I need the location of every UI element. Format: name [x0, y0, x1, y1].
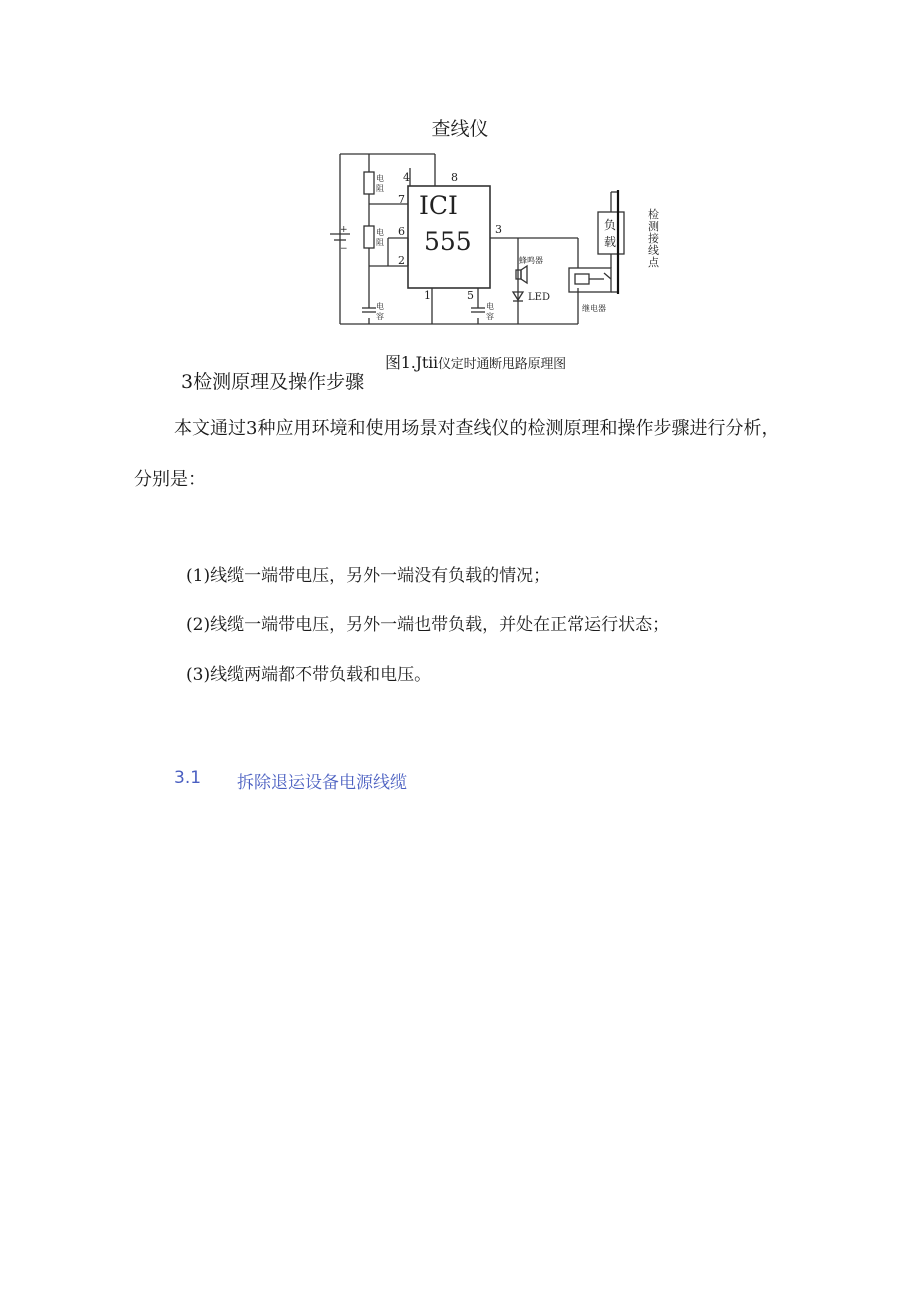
load-label-2: 载: [604, 235, 617, 249]
relay-label: 继电器: [582, 304, 606, 313]
caption-code: tii: [421, 353, 438, 372]
detect-label-5: 点: [648, 256, 659, 269]
resistor1-label-2: 阻: [376, 184, 384, 193]
list-item: (1)线缆一端带电压，另外一端没有负载的情况；: [186, 566, 551, 586]
subsection-title: 拆除退运设备电源线缆: [237, 773, 407, 793]
resistor1-label-1: 电: [376, 174, 384, 183]
pin-1: 1: [424, 289, 431, 302]
pin-3: 3: [495, 223, 502, 236]
section-heading: 3检测原理及操作步骤: [181, 371, 365, 393]
detect-label-3: 接: [648, 232, 659, 245]
load-label-1: 负: [604, 218, 617, 232]
resistor2-label-2: 阻: [376, 238, 384, 247]
pin-2: 2: [398, 254, 405, 267]
pin-4: 4: [403, 171, 410, 184]
pin-6: 6: [398, 225, 405, 238]
figure-title: 查线仪: [431, 118, 489, 140]
pin-8: 8: [451, 171, 458, 184]
capacitor1-label-2: 容: [376, 312, 384, 321]
pin-5: 5: [467, 289, 474, 302]
detect-label-2: 测: [648, 220, 659, 233]
capacitor1-label-1: 电: [376, 302, 384, 311]
pin-7: 7: [398, 193, 405, 206]
led-label: LED: [528, 292, 550, 303]
caption-prefix: 图1.J: [385, 353, 422, 372]
buzzer-label: 蜂鸣器: [519, 256, 543, 265]
circuit-diagram: [328, 148, 676, 336]
battery-minus: −: [340, 244, 348, 254]
detect-label-1: 检: [648, 208, 659, 221]
detect-label-4: 线: [648, 244, 659, 257]
capacitor2-label-1: 电: [486, 302, 494, 311]
chip-label-line2: 555: [424, 227, 472, 256]
paragraph-line2: 分别是：: [134, 469, 206, 490]
subsection-number: 3.1: [174, 768, 202, 788]
chip-label-line1: ICI: [419, 191, 458, 220]
capacitor2-label-2: 容: [486, 312, 494, 321]
resistor2-label-1: 电: [376, 228, 384, 237]
paragraph-line1: 本文通过3种应用环境和使用场景对查线仪的检测原理和操作步骤进行分析，: [174, 418, 780, 439]
figure-caption: [385, 350, 566, 373]
caption-rest: 仪定时通断甩路原理图: [437, 357, 566, 372]
list-item: (3)线缆两端都不带负载和电压。: [186, 665, 432, 685]
list-item: (2)线缆一端带电压，另外一端也带负载，并处在正常运行状态；: [186, 615, 670, 635]
battery-plus: +: [340, 225, 348, 235]
